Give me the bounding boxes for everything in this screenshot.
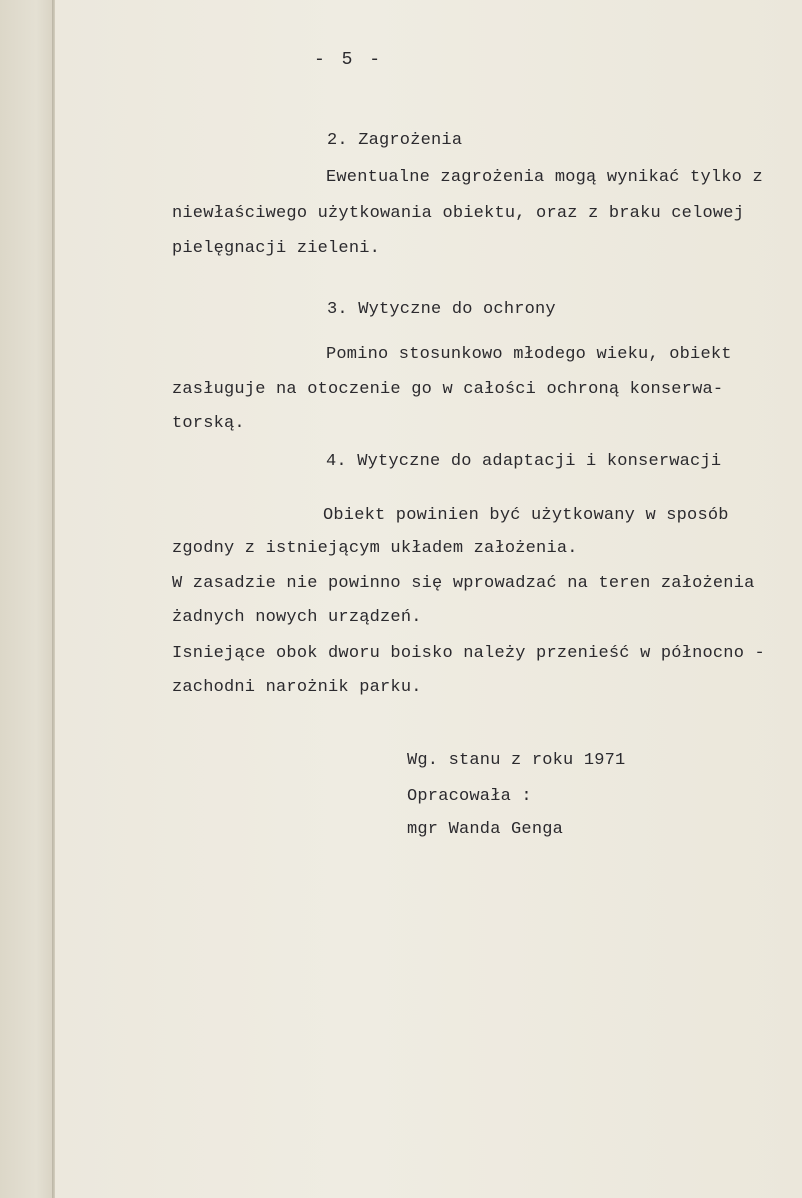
- section-4-line: W zasadzie nie powinno się wprowadzać na teren założenia: [172, 574, 755, 593]
- section-3-heading: 3. Wytyczne do ochrony: [327, 300, 556, 319]
- section-4-line: żadnych nowych urządzeń.: [172, 608, 422, 627]
- section-4-heading: 4. Wytyczne do adaptacji i konserwacji: [326, 452, 722, 471]
- section-2-heading: 2. Zagrożenia: [327, 131, 463, 150]
- section-3-line: zasługuje na otoczenie go w całości ochroną konserwa-: [172, 380, 724, 399]
- section-3-line: torską.: [172, 414, 245, 433]
- page-number: - 5 -: [314, 50, 384, 70]
- section-4-line: zachodni narożnik parku.: [172, 678, 422, 697]
- section-2-line: pielęgnacji zieleni.: [172, 239, 381, 258]
- author-name: mgr Wanda Genga: [407, 820, 564, 839]
- section-2-line: niewłaściwego użytkowania obiektu, oraz z braku celowej: [172, 204, 745, 223]
- binding-margin: [0, 0, 52, 1198]
- section-2-line: Ewentualne zagrożenia mogą wynikać tylko z: [326, 168, 763, 187]
- section-4-line: zgodny z istniejącym układem założenia.: [172, 539, 578, 558]
- state-date-line: Wg. stanu z roku 1971: [407, 751, 626, 770]
- section-3-line: Pomino stosunkowo młodego wieku, obiekt: [326, 345, 732, 364]
- prepared-by-label: Opracowała :: [407, 787, 532, 806]
- section-4-line: Obiekt powinien być użytkowany w sposób: [323, 506, 729, 525]
- section-4-line: Isniejące obok dworu boisko należy przenieść w północno -: [172, 644, 765, 663]
